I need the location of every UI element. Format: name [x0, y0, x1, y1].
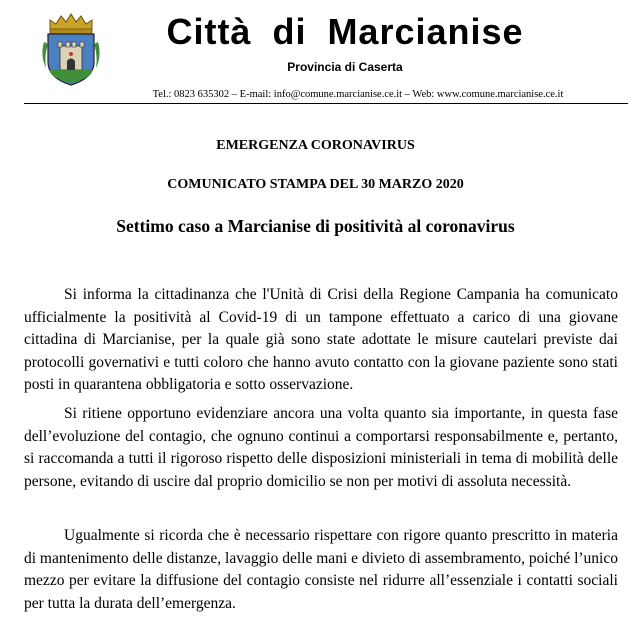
coat-of-arms-icon [40, 12, 102, 88]
document-title: Settimo caso a Marcianise di positività al coronavirus [116, 216, 515, 236]
body-paragraph: Si ritiene opportuno evidenziare ancora una volta quanto sia importante, in questa fase dell’evoluzione del contagio, che ognuno continui a comportarsi responsabilmente e, pertanto, si raccomanda a tutti il rigoroso rispetto delle disposizioni ministeriali in tema di mobilità delle persone, evitando di uscire dal proprio domicilio se non per motivi di assoluta necessità. [24, 405, 618, 490]
body-paragraph: Si informa la cittadinanza che l'Unità di Crisi della Regione Campania ha comunicato ufficialmente la positività al Covid-19 di un tampone effettuato a carico di una giovane cittadina di Marcianise, per la quale già sono state adottate le misure cautelari previste dai protocolli governativi e tutti coloro che hanno avuto contatto con la giovane paziente sono stati posti in quarantena obbligatoria e sotto osservazione. [24, 286, 618, 394]
header-divider [24, 103, 628, 104]
document-heading: EMERGENZA CORONAVIRUS [216, 138, 415, 153]
press-release-date: COMUNICATO STAMPA DEL 30 MARZO 2020 [167, 177, 464, 192]
province-label: Provincia di Caserta [287, 60, 403, 74]
city-title: Città di Marcianise [166, 11, 524, 52]
body-paragraph: Ugualmente si ricorda che è necessario rispettare con rigore quanto prescritto in materia di mantenimento delle distanze, lavaggio delle mani e divieto di assembramento, poiché l’unico mezzo per evitare la diffusione del contagio consiste nel ridurre all’essenziale i contatti sociali per tutta la durata dell’emergenza. [24, 527, 618, 612]
contact-info: Tel.: 0823 635302 – E-mail: info@comune.marcianise.ce.it – Web: www.comune.marcianise.ce.it [152, 89, 564, 100]
